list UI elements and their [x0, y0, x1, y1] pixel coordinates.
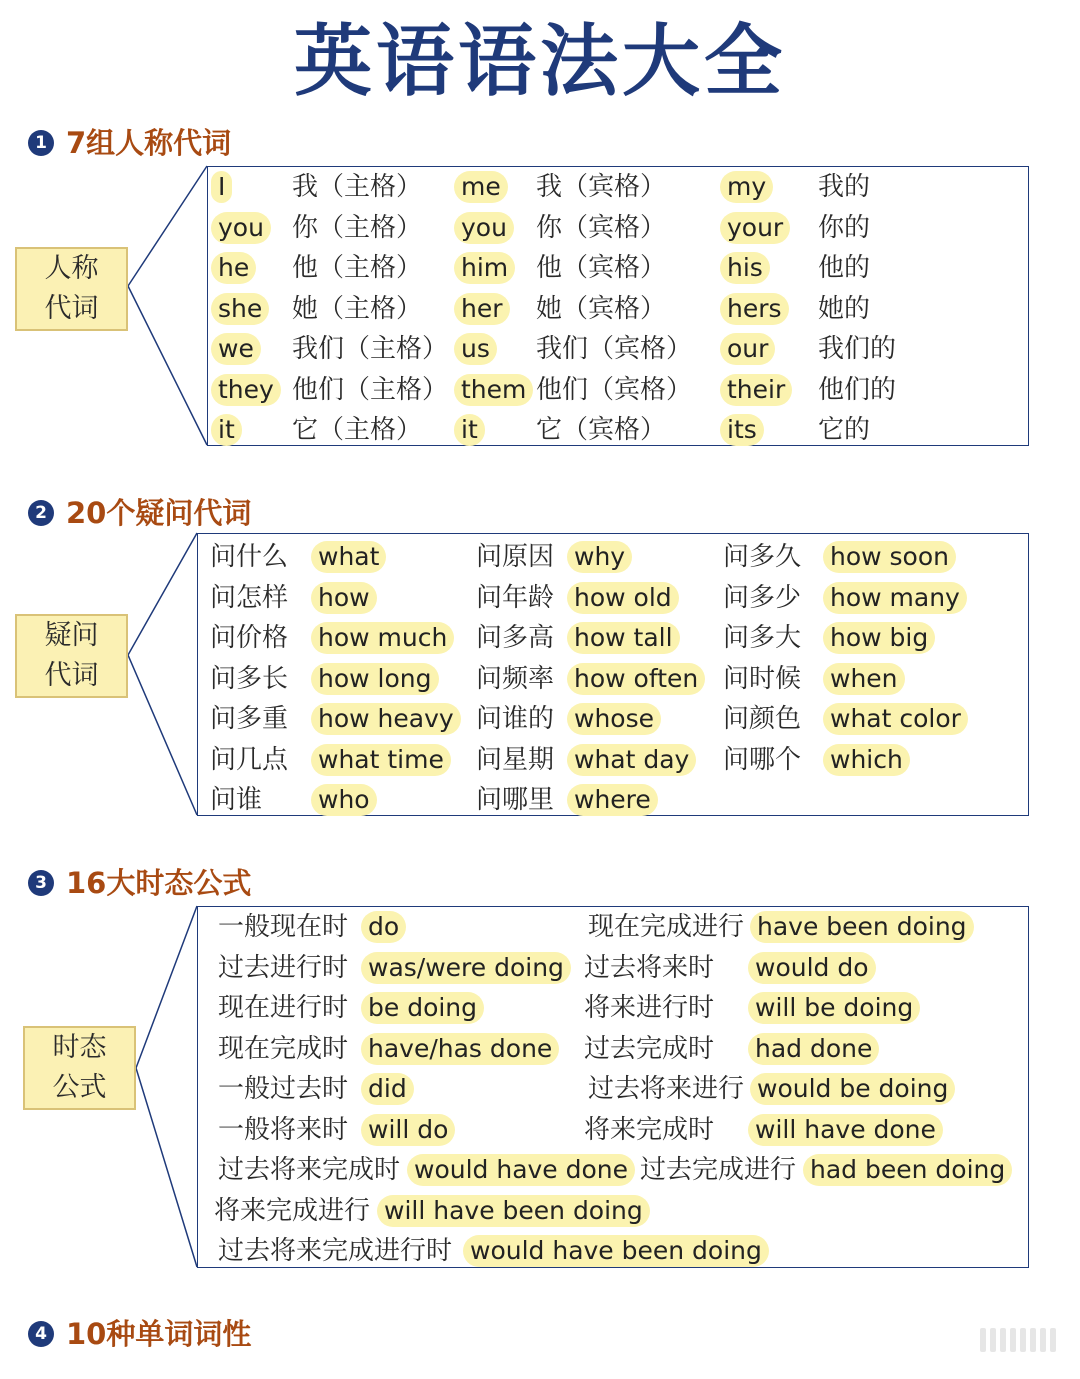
- english-term: was/were doing: [368, 948, 571, 988]
- english-term: their: [727, 370, 792, 410]
- chinese-meaning: 我们的: [818, 334, 897, 364]
- chinese-meaning: 将来完成时: [584, 1114, 715, 1145]
- chinese-meaning: 一般现在时: [218, 912, 349, 942]
- english-term: would have done: [414, 1150, 635, 1190]
- english-term: his: [727, 248, 770, 288]
- english-term: you: [218, 208, 271, 248]
- section-2-number: 2: [28, 500, 54, 526]
- english-term: what time: [318, 740, 451, 780]
- chinese-meaning: 我的: [818, 172, 871, 202]
- english-term: what day: [574, 740, 696, 780]
- table-row: [208, 370, 1028, 410]
- question-table: [197, 533, 1029, 816]
- table-row: [198, 578, 1028, 618]
- section-1-number: 1: [28, 130, 54, 156]
- english-term: her: [461, 289, 510, 329]
- table-row: [198, 780, 1028, 820]
- label-interrogative-pronouns: 疑问 代词: [15, 614, 128, 698]
- english-term: will be doing: [755, 988, 920, 1028]
- chinese-meaning: 它的: [818, 415, 871, 445]
- chinese-meaning: 问多少: [723, 582, 802, 613]
- chinese-meaning: 过去进行时: [218, 952, 349, 983]
- chinese-meaning: 你（主格）: [292, 212, 423, 243]
- table-row: [208, 248, 1028, 288]
- english-term: had been doing: [810, 1150, 1012, 1190]
- section-3-number: 3: [28, 870, 54, 896]
- tense-table: [197, 906, 1029, 1268]
- chinese-meaning: 我们（宾格）: [536, 334, 693, 364]
- section-3-title: 16大时态公式: [66, 866, 252, 900]
- table-row: [198, 537, 1028, 577]
- chinese-meaning: 问颜色: [723, 704, 802, 734]
- chinese-meaning: 过去完成进行: [640, 1155, 797, 1185]
- table-row: [208, 410, 1028, 450]
- english-term: will do: [368, 1110, 455, 1150]
- chinese-meaning: 问频率: [476, 663, 555, 694]
- english-term: hers: [727, 289, 789, 329]
- table-row: [208, 167, 1028, 207]
- chinese-meaning: 将来进行时: [584, 993, 715, 1023]
- english-term: will have been doing: [384, 1191, 650, 1231]
- english-term: us: [461, 329, 497, 369]
- toolbar-icons: [980, 1328, 1056, 1352]
- english-term: he: [218, 248, 256, 288]
- english-term: how soon: [830, 537, 956, 577]
- english-term: how heavy: [318, 699, 461, 739]
- table-row: [198, 618, 1028, 658]
- table-row: [198, 988, 1028, 1028]
- english-term: she: [218, 289, 269, 329]
- table-row: [208, 329, 1028, 369]
- english-term: you: [461, 208, 514, 248]
- table-row: [198, 659, 1028, 699]
- chinese-meaning: 一般过去时: [218, 1074, 349, 1104]
- chinese-meaning: 他的: [818, 253, 871, 283]
- section-4-number: 4: [28, 1321, 54, 1347]
- chinese-meaning: 问谁: [210, 785, 263, 815]
- english-term: when: [830, 659, 905, 699]
- english-term: would have been doing: [470, 1231, 769, 1271]
- table-row: [198, 1069, 1028, 1109]
- chinese-meaning: 问价格: [210, 623, 289, 653]
- chinese-meaning: 现在完成进行: [588, 912, 745, 942]
- chinese-meaning: 一般将来时: [218, 1114, 349, 1145]
- english-term: how old: [574, 578, 679, 618]
- table-row: [198, 1150, 1028, 1190]
- chinese-meaning: 他（宾格）: [536, 253, 667, 283]
- chinese-meaning: 问怎样: [210, 582, 289, 613]
- table-row: [198, 699, 1028, 739]
- chinese-meaning: 问哪里: [476, 785, 555, 815]
- english-term: had done: [755, 1029, 879, 1069]
- chinese-meaning: 他们的: [818, 374, 897, 405]
- english-term: how many: [830, 578, 967, 618]
- chinese-meaning: 他们（宾格）: [536, 374, 693, 405]
- table-row: [198, 948, 1028, 988]
- chinese-meaning: 过去将来完成时: [218, 1155, 401, 1185]
- chinese-meaning: 问什么: [210, 542, 289, 572]
- label-tense-formulas: 时态 公式: [23, 1026, 136, 1110]
- english-term: we: [218, 329, 261, 369]
- english-term: your: [727, 208, 790, 248]
- section-3-heading: [28, 863, 251, 903]
- chinese-meaning: 它（宾格）: [536, 415, 667, 445]
- table-row: [198, 1110, 1028, 1150]
- chinese-meaning: 问哪个: [723, 744, 802, 775]
- english-term: why: [574, 537, 632, 577]
- chinese-meaning: 问多重: [210, 704, 289, 734]
- chinese-meaning: 问多长: [210, 663, 289, 694]
- english-term: which: [830, 740, 910, 780]
- english-term: its: [727, 410, 764, 450]
- chinese-meaning: 过去将来进行: [588, 1074, 745, 1104]
- english-term: would be doing: [757, 1069, 955, 1109]
- english-term: do: [368, 907, 406, 947]
- english-term: my: [727, 167, 773, 207]
- section-1-heading: [28, 123, 231, 163]
- english-term: it: [218, 410, 242, 450]
- table-row: [198, 907, 1028, 947]
- chinese-meaning: 问多久: [723, 542, 802, 572]
- english-term: who: [318, 780, 377, 820]
- english-term: how much: [318, 618, 454, 658]
- chinese-meaning: 我（主格）: [292, 172, 423, 202]
- chinese-meaning: 过去将来时: [584, 952, 715, 983]
- table-row: [198, 1191, 1028, 1231]
- chinese-meaning: 她的: [818, 293, 871, 324]
- english-term: how tall: [574, 618, 680, 658]
- english-term: them: [461, 370, 533, 410]
- page-title: 英语语法大全: [293, 17, 786, 107]
- english-term: it: [461, 410, 485, 450]
- chinese-meaning: 我（宾格）: [536, 172, 667, 202]
- english-term: how big: [830, 618, 935, 658]
- chinese-meaning: 问原因: [476, 542, 555, 572]
- chinese-meaning: 她（主格）: [292, 293, 423, 324]
- english-term: what color: [830, 699, 968, 739]
- table-row: [208, 289, 1028, 329]
- chinese-meaning: 问星期: [476, 744, 555, 775]
- chinese-meaning: 将来完成进行: [214, 1195, 371, 1226]
- english-term: me: [461, 167, 508, 207]
- chinese-meaning: 现在完成时: [218, 1033, 349, 1064]
- chinese-meaning: 它（主格）: [292, 415, 423, 445]
- chinese-meaning: 你（宾格）: [536, 212, 667, 243]
- english-term: how: [318, 578, 377, 618]
- pronoun-table: [207, 166, 1029, 446]
- english-term: where: [574, 780, 658, 820]
- chinese-meaning: 问谁的: [476, 704, 555, 734]
- section-2-heading: [28, 493, 251, 533]
- table-row: [198, 1029, 1028, 1069]
- english-term: whose: [574, 699, 661, 739]
- english-term: will have done: [755, 1110, 943, 1150]
- chinese-meaning: 问时候: [723, 663, 802, 694]
- english-term: how often: [574, 659, 705, 699]
- english-term: what: [318, 537, 386, 577]
- table-row: [208, 208, 1028, 248]
- section-4-heading: [28, 1314, 251, 1354]
- chinese-meaning: 他们（主格）: [292, 374, 449, 405]
- section-4-title: 10种单词词性: [66, 1317, 252, 1351]
- chinese-meaning: 问多高: [476, 623, 555, 653]
- english-term: would do: [755, 948, 876, 988]
- chinese-meaning: 你的: [818, 212, 871, 243]
- section-2-title: 20个疑问代词: [66, 496, 252, 530]
- chinese-meaning: 问年龄: [476, 582, 555, 613]
- label-personal-pronouns: 人称 代词: [15, 247, 128, 331]
- chinese-meaning: 他（主格）: [292, 253, 423, 283]
- chinese-meaning: 问多大: [723, 623, 802, 653]
- english-term: they: [218, 370, 281, 410]
- section-1-title: 7组人称代词: [66, 126, 232, 160]
- english-term: be doing: [368, 988, 484, 1028]
- chinese-meaning: 我们（主格）: [292, 334, 449, 364]
- chinese-meaning: 现在进行时: [218, 993, 349, 1023]
- chinese-meaning: 问几点: [210, 744, 289, 775]
- english-term: him: [461, 248, 515, 288]
- chinese-meaning: 她（宾格）: [536, 293, 667, 324]
- table-row: [198, 1231, 1028, 1271]
- table-row: [198, 740, 1028, 780]
- chinese-meaning: 过去将来完成进行时: [218, 1236, 453, 1266]
- english-term: how long: [318, 659, 439, 699]
- english-term: have been doing: [757, 907, 974, 947]
- chinese-meaning: 过去完成时: [584, 1033, 715, 1064]
- english-term: our: [727, 329, 775, 369]
- english-term: have/has done: [368, 1029, 559, 1069]
- english-term: I: [218, 167, 232, 207]
- english-term: did: [368, 1069, 414, 1109]
